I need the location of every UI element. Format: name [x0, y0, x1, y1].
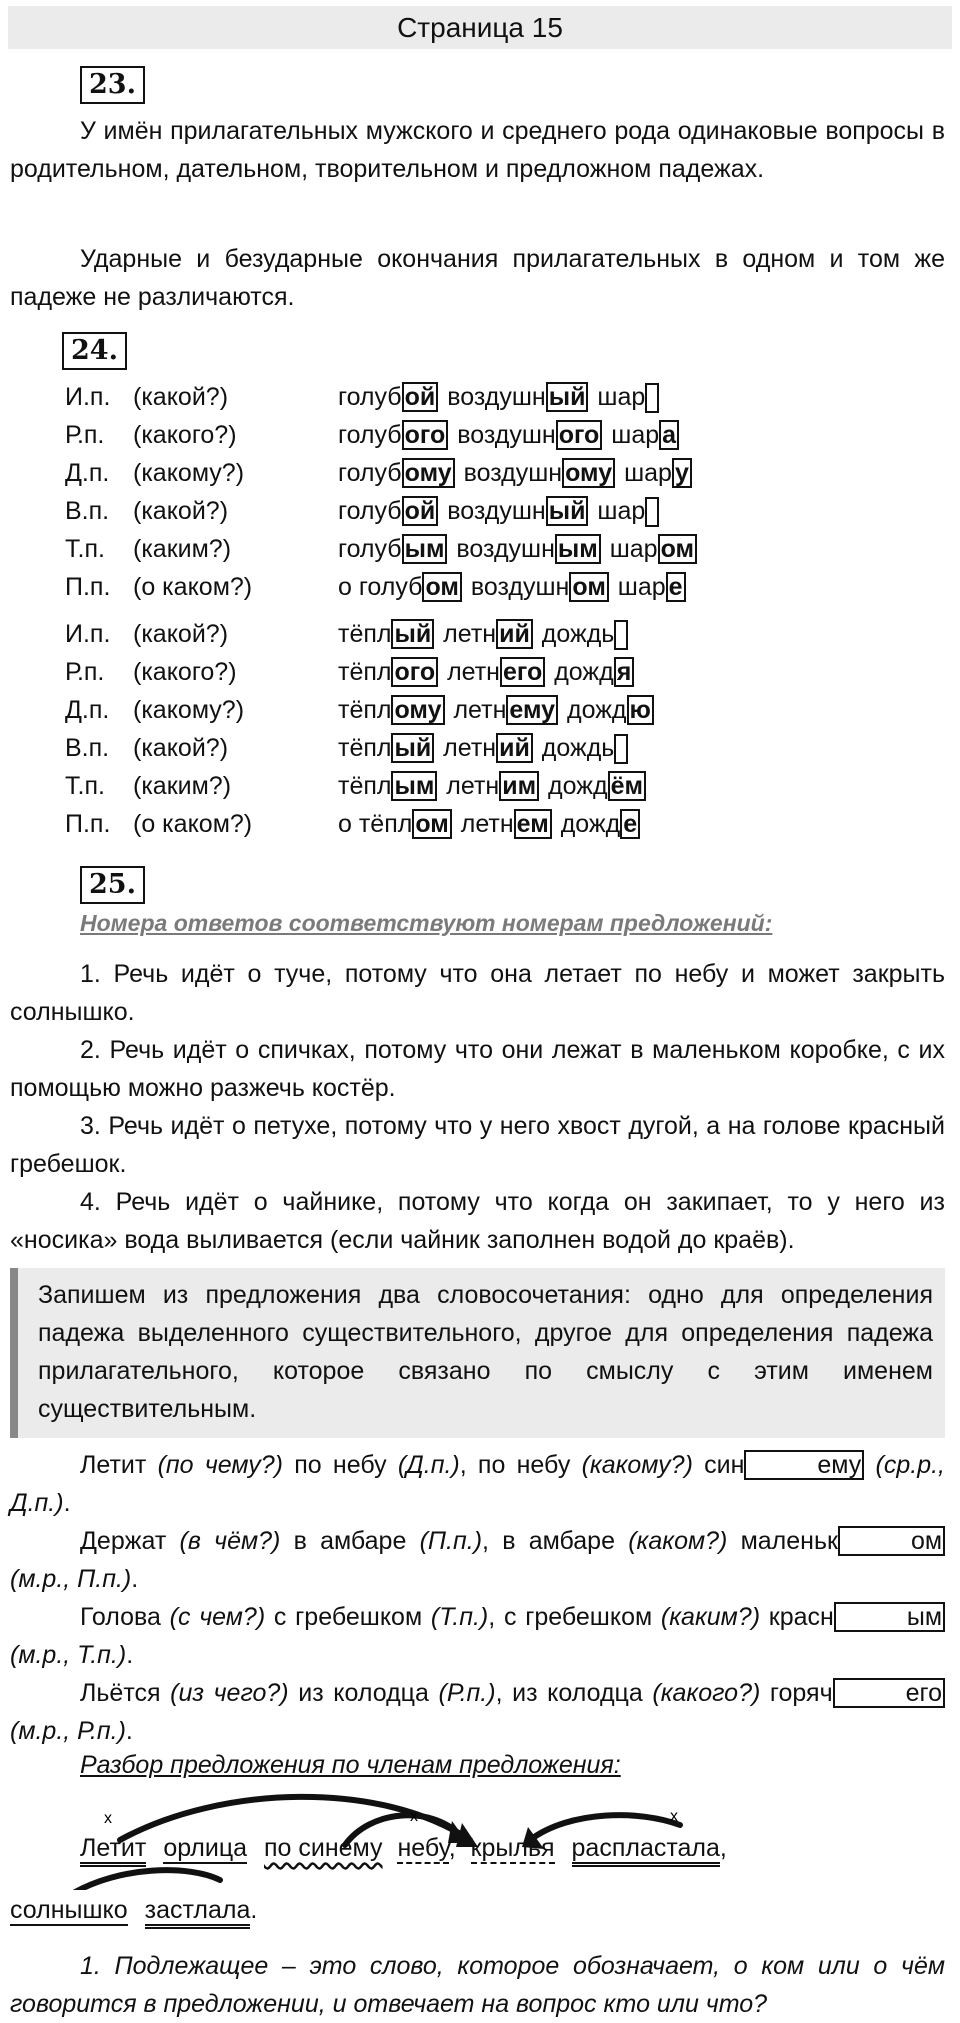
declension-row: [65, 378, 699, 416]
callout-box: Запишем из предложения два словосочетания: одно для определения падежа выделенного существительного, другое для определения падежа прилагательного, которое связано по смыслу с этим именем существительным.: [10, 1268, 945, 1438]
case-label: Д.п.: [65, 696, 110, 724]
phrase-case: (Р.п.): [438, 1679, 496, 1707]
declension-words: [338, 416, 699, 454]
answers-note: Номера ответов соответствуют номерам предложений:: [80, 910, 773, 936]
word-ending-box: ому: [402, 458, 455, 488]
case-question: (какой?): [133, 497, 229, 525]
page-title: Страница 15: [8, 6, 952, 49]
word-stem: летн: [460, 810, 514, 838]
parse-title: Разбор предложения по членам предложения:: [80, 1751, 621, 1779]
phrase-item: [10, 1446, 945, 1522]
word-stem: летн: [453, 696, 507, 724]
word-stem: голуб: [338, 383, 402, 411]
word-stem: воздушн: [456, 535, 555, 563]
word-stem: летн: [443, 734, 497, 762]
phrase-question: (каким?): [660, 1603, 761, 1631]
answer-item: 2. Речь идёт о спичках, потому что они лежат в маленьком коробке, с их помощью можно разжечь костёр.: [10, 1036, 945, 1102]
phrase-item: [10, 1598, 945, 1674]
subject-word-2: солнышко: [10, 1896, 128, 1924]
word-stem: дожд: [548, 772, 608, 800]
period: .: [125, 1717, 133, 1745]
word-ending-box: ого: [556, 420, 603, 450]
case-label: Р.п.: [65, 658, 105, 686]
word-ending-box: ой: [402, 382, 439, 412]
word-ending-box: ом: [658, 534, 697, 564]
exercise-number-25: 25.: [80, 866, 145, 904]
parse-line-1: [80, 1834, 727, 1863]
comma: ,: [448, 1834, 456, 1862]
case-label: Д.п.: [65, 459, 110, 487]
declension-table-2: [65, 615, 656, 843]
case-label: П.п.: [65, 810, 111, 838]
case-question: (какого?): [133, 421, 237, 449]
phrase-question: (из чего?): [170, 1679, 289, 1707]
word-stem: голуб: [358, 573, 423, 601]
word-ending-box: ом: [422, 572, 461, 602]
word-ending-box: ым: [391, 771, 437, 801]
declension-row: [65, 492, 699, 530]
declension-row: [65, 805, 656, 843]
phrase-middle: , с гребешком: [488, 1603, 661, 1631]
comma: ,: [719, 1834, 727, 1862]
declension-words: [338, 492, 699, 530]
word-ending-box: я: [614, 657, 635, 687]
word-stem: летн: [443, 620, 497, 648]
word-ending-box: ому: [562, 458, 615, 488]
phrase-verb: Льётся: [80, 1679, 171, 1707]
phrase-middle: , по небу: [459, 1451, 582, 1479]
mark-x-3: x: [670, 1808, 678, 1825]
declension-row: [65, 530, 699, 568]
case-question: (каким?): [133, 535, 232, 563]
adjective-ending-box: его: [833, 1678, 945, 1708]
word-ending-box: ый: [391, 619, 434, 649]
word-stem: дождь: [541, 734, 615, 762]
word-ending-box: ый: [391, 733, 434, 763]
word-stem: тёпл: [338, 734, 392, 762]
predicate-word-2: распластала: [572, 1834, 720, 1867]
predicate-word-3: застлала: [145, 1896, 251, 1929]
phrase-case: (м.р., П.п.): [10, 1565, 132, 1593]
word-stem: дожд: [554, 658, 614, 686]
word-stem: голуб: [338, 497, 402, 525]
ex23-paragraph-1: У имён прилагательных мужского и среднего рода одинаковые вопросы в родительном, дательном, творительном и предложном падежах.: [10, 117, 945, 183]
predicate-word: Летит: [80, 1834, 146, 1867]
period: .: [250, 1896, 258, 1924]
adjective-ending-box: ему: [744, 1450, 864, 1480]
word-ending-box: а: [659, 420, 679, 450]
phrase-case: (П.п.): [419, 1527, 483, 1555]
declension-words: [338, 729, 656, 767]
word-ending-box: ий: [496, 733, 533, 763]
declension-row: [65, 767, 656, 805]
word-stem: тёпл: [338, 772, 392, 800]
word-stem: воздушн: [463, 459, 563, 487]
adjective-ending-box: ом: [838, 1526, 945, 1556]
phrase-item: [10, 1522, 945, 1598]
word-ending-box: ого: [391, 657, 438, 687]
exercise-number-24: 24.: [62, 332, 127, 370]
word-stem: дождь: [541, 620, 615, 648]
declension-table-1: [65, 378, 699, 606]
word-ending-box: ый: [546, 496, 589, 526]
phrase-question: (какому?): [581, 1451, 693, 1479]
object-word-2: крылья: [470, 1834, 555, 1862]
declension-row: [65, 454, 699, 492]
word-ending-box: у: [672, 458, 692, 488]
period: .: [131, 1565, 139, 1593]
answer-item: 3. Речь идёт о петухе, потому что у него хвост дугой, а на голове красный гребешок.: [10, 1112, 945, 1178]
declension-words: [338, 568, 699, 606]
word-ending-box: ём: [608, 771, 646, 801]
word-ending-box: его: [500, 657, 545, 687]
word-stem: шар: [597, 383, 646, 411]
word-stem: шар: [597, 497, 646, 525]
declension-row: [65, 691, 656, 729]
phrase-case: (м.р., Р.п.): [10, 1717, 126, 1745]
declension-row: [65, 615, 656, 653]
word-ending-box: [645, 497, 659, 527]
phrase-verb: Голова: [80, 1603, 170, 1631]
mark-x-1: x: [104, 1810, 112, 1827]
declension-row: [65, 653, 656, 691]
word-ending-box: ом: [412, 809, 451, 839]
declension-words: [338, 653, 656, 691]
declension-words: [338, 454, 699, 492]
word-stem: шар: [611, 421, 660, 449]
case-label: Р.п.: [65, 421, 105, 449]
word-ending-box: [645, 383, 659, 413]
answer-item: 4. Речь идёт о чайнике, потому что когда он закипает, то у него из «носика» вода выливается (если чайник заполнен водой до краёв).: [10, 1188, 945, 1254]
phrase-question: (с чем?): [169, 1603, 266, 1631]
word-stem: летн: [447, 658, 500, 686]
phrase-noun: из колодца: [288, 1679, 439, 1707]
word-stem: воздушн: [447, 383, 546, 411]
declension-words: [338, 615, 656, 653]
case-label: И.п.: [65, 620, 111, 648]
word-ending-box: ым: [402, 534, 448, 564]
parse-line-2: [10, 1896, 257, 1925]
phrase-middle: , в амбаре: [482, 1527, 629, 1555]
case-label: В.п.: [65, 497, 110, 525]
declension-row: [65, 416, 699, 454]
phrase-middle: , из колодца: [495, 1679, 653, 1707]
case-question: (о каком?): [133, 573, 253, 601]
declension-words: [338, 805, 656, 843]
word-stem: летн: [446, 772, 500, 800]
word-stem: воздушн: [457, 421, 556, 449]
word-ending-box: ему: [506, 695, 558, 725]
subject-word: орлица: [163, 1834, 248, 1862]
arrow-second-clause: [70, 1870, 220, 1890]
phrase-item: [10, 1674, 945, 1750]
word-ending-box: им: [499, 771, 539, 801]
declension-row: [65, 568, 699, 606]
rule-paragraph: 1. Подлежащее – это слово, которое обозначает, о ком или о чём говорится в предложении, и отвечает на вопрос кто или что?: [10, 1952, 945, 2018]
word-stem: тёпл: [358, 810, 413, 838]
word-ending-box: ому: [391, 695, 444, 725]
mark-x-2: x: [410, 1808, 418, 1825]
phrase-verb: Держат: [80, 1527, 180, 1555]
word-stem: воздушн: [447, 497, 546, 525]
phrase-case: (Д.п.): [397, 1451, 460, 1479]
case-label: Т.п.: [65, 535, 105, 563]
word-ending-box: ом: [569, 572, 608, 602]
phrase-question: (каком?): [628, 1527, 728, 1555]
word-stem: шар: [617, 573, 666, 601]
phrase-question: (в чём?): [179, 1527, 281, 1555]
phrase-case: (Т.п.): [430, 1603, 489, 1631]
object-word: небу: [397, 1834, 449, 1862]
word-ending-box: [614, 620, 628, 650]
phrase-question: (какого?): [652, 1679, 761, 1707]
word-ending-box: ым: [555, 534, 601, 564]
case-label: В.п.: [65, 734, 110, 762]
declension-row: [65, 729, 656, 767]
case-question: (о каком?): [133, 810, 253, 838]
answer-item: 1. Речь идёт о туче, потому что она летает по небу и может закрыть солнышко.: [10, 960, 945, 1026]
declension-words: [338, 530, 699, 568]
phrase-noun: в амбаре: [280, 1527, 420, 1555]
phrase-case: (ср.р., Д.п.): [10, 1451, 945, 1517]
case-question: (какой?): [133, 383, 229, 411]
preposition: о: [338, 573, 359, 601]
adjective-ending-box: ым: [834, 1602, 945, 1632]
phrase-verb: Летит: [80, 1451, 158, 1479]
word-ending-box: ого: [402, 420, 449, 450]
word-ending-box: ий: [496, 619, 533, 649]
period: .: [126, 1641, 134, 1669]
case-label: И.п.: [65, 383, 111, 411]
declension-words: [338, 767, 656, 805]
phrase-case: (м.р., Т.п.): [10, 1641, 127, 1669]
attribute-phrase: по синему: [264, 1834, 383, 1862]
case-question: (какого?): [133, 658, 237, 686]
exercise-number-23: 23.: [80, 66, 145, 104]
phrase-noun: по небу: [282, 1451, 398, 1479]
declension-words: [338, 691, 656, 729]
word-stem: шар: [609, 535, 658, 563]
adjective-stem: красн: [760, 1603, 834, 1631]
preposition: о: [338, 810, 359, 838]
word-stem: воздушн: [470, 573, 570, 601]
word-ending-box: е: [666, 572, 686, 602]
case-question: (какому?): [133, 696, 245, 724]
word-stem: дожд: [560, 810, 621, 838]
phrase-question: (по чему?): [157, 1451, 283, 1479]
word-ending-box: ый: [546, 382, 589, 412]
phrase-noun: с гребешком: [265, 1603, 431, 1631]
period: .: [63, 1489, 71, 1517]
word-stem: тёпл: [338, 658, 392, 686]
word-stem: шар: [624, 459, 672, 487]
word-stem: голуб: [338, 421, 402, 449]
word-ending-box: ю: [627, 695, 654, 725]
adjective-stem: горяч: [760, 1679, 833, 1707]
word-stem: тёпл: [338, 620, 392, 648]
ex23-paragraph-2: Ударные и безударные окончания прилагательных в одном и том же падеже не различаются.: [10, 245, 945, 311]
case-label: Т.п.: [65, 772, 105, 800]
word-ending-box: ем: [514, 809, 552, 839]
case-question: (какому?): [133, 459, 245, 487]
word-stem: дожд: [566, 696, 627, 724]
case-question: (каким?): [133, 772, 232, 800]
word-ending-box: ой: [402, 496, 439, 526]
word-ending-box: [614, 734, 628, 764]
declension-words: [338, 378, 699, 416]
word-stem: голуб: [338, 459, 402, 487]
case-question: (какой?): [133, 734, 229, 762]
word-ending-box: е: [620, 809, 640, 839]
word-stem: тёпл: [338, 696, 392, 724]
word-stem: голуб: [338, 535, 402, 563]
adjective-stem: син: [692, 1451, 745, 1479]
case-question: (какой?): [133, 620, 229, 648]
case-label: П.п.: [65, 573, 111, 601]
adjective-stem: маленьк: [727, 1527, 838, 1555]
